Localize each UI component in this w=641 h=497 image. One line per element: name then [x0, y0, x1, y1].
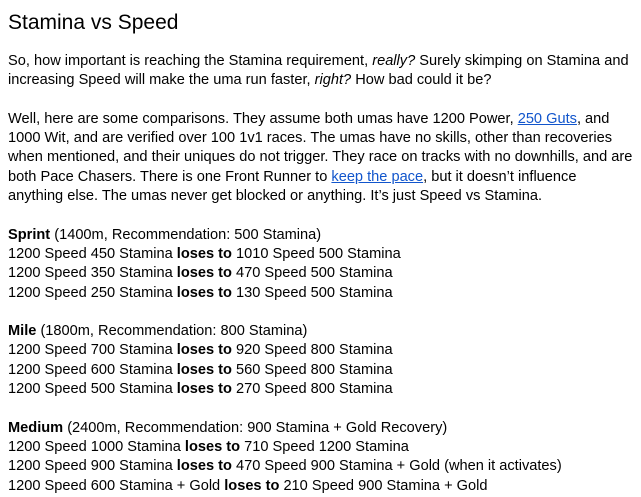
comparison-row: [8, 457, 633, 476]
row-right: 470 Speed 900 Stamina + Gold (when it activates): [231, 458, 562, 475]
section-note: (1800m, Recommendation: 800 Stamina): [36, 323, 308, 340]
intro-text-c: How bad could it be?: [351, 72, 492, 89]
section-note: (1400m, Recommendation: 500 Stamina): [50, 226, 322, 243]
row-right: 710 Speed 1200 Stamina: [240, 438, 409, 455]
comparison-row: [8, 477, 633, 496]
row-left: 1200 Speed 600 Stamina + Gold: [8, 477, 225, 494]
section-name: Sprint: [8, 226, 51, 243]
row-left: 1200 Speed 450 Stamina: [8, 245, 177, 262]
row-left: 1200 Speed 250 Stamina: [8, 284, 177, 301]
loses-to-label: loses to: [176, 245, 232, 262]
section-sprint: [8, 226, 633, 303]
comparison-row: [8, 380, 633, 399]
row-left: 1200 Speed 500 Stamina: [8, 381, 177, 398]
loses-to-label: loses to: [176, 284, 232, 301]
section-mile: [8, 322, 633, 399]
intro-emphasis-really: really?: [372, 53, 416, 69]
row-left: 1200 Speed 350 Stamina: [8, 265, 177, 282]
guts-link[interactable]: 250 Guts: [517, 110, 577, 127]
row-right: 1010 Speed 500 Stamina: [231, 245, 401, 262]
desc-text-a: Well, here are some comparisons. They assume both umas have 1200 Power,: [8, 110, 518, 127]
section-heading: [8, 419, 633, 438]
row-right: 920 Speed 800 Stamina: [231, 342, 393, 359]
row-right: 130 Speed 500 Stamina: [231, 284, 393, 301]
section-name: Medium: [8, 419, 64, 436]
comparison-row: [8, 245, 633, 264]
intro-emphasis-right: right?: [314, 72, 352, 89]
loses-to-label: loses to: [224, 477, 280, 494]
section-medium: [8, 419, 633, 496]
page-title: Stamina vs Speed: [8, 11, 179, 34]
comparison-row: [8, 438, 633, 457]
loses-to-label: loses to: [176, 342, 232, 359]
comparison-row: [8, 284, 633, 303]
row-left: 1200 Speed 900 Stamina: [8, 458, 177, 475]
comparison-row: [8, 341, 633, 360]
desc-text-c: , but it doesn’t influence anything else. The umas never get blocked or anything. It’s just Speed vs Stamina.: [8, 168, 577, 205]
row-right: 210 Speed 900 Stamina + Gold: [279, 477, 488, 494]
loses-to-label: loses to: [176, 458, 232, 475]
intro-text-a: So, how important is reaching the Stamina requirement,: [8, 53, 373, 69]
description-paragraph: [8, 110, 633, 206]
loses-to-label: loses to: [176, 265, 232, 282]
intro-paragraph: [8, 52, 633, 91]
row-right: 270 Speed 800 Stamina: [231, 381, 393, 398]
keep-the-pace-link[interactable]: keep the pace: [331, 168, 424, 185]
loses-to-label: loses to: [176, 381, 232, 398]
row-left: 1200 Speed 700 Stamina: [8, 342, 177, 359]
section-name: Mile: [8, 323, 37, 340]
comparison-row: [8, 361, 633, 380]
comparison-row: [8, 264, 633, 283]
loses-to-label: loses to: [176, 361, 232, 378]
desc-text-b: , and 1000 Wit, and are verified over 100 1v1 races. The umas have no skills, other than recoveries when mentioned, and their uniques do not trigger. They race on tracks with no downhills, and are both Pace Chasers. There is one Front Runner to: [8, 110, 633, 185]
section-note: (2400m, Recommendation: 900 Stamina + Gold Recovery): [63, 419, 448, 436]
row-right: 470 Speed 500 Stamina: [231, 265, 393, 282]
row-left: 1200 Speed 1000 Stamina: [8, 438, 185, 455]
loses-to-label: loses to: [184, 438, 241, 455]
section-heading: [8, 226, 633, 245]
intro-text-b: Surely skimping on Stamina and increasing Speed will make the uma run faster,: [8, 53, 629, 89]
row-left: 1200 Speed 600 Stamina: [8, 361, 177, 378]
row-right: 560 Speed 800 Stamina: [231, 361, 393, 378]
section-heading: [8, 322, 633, 341]
